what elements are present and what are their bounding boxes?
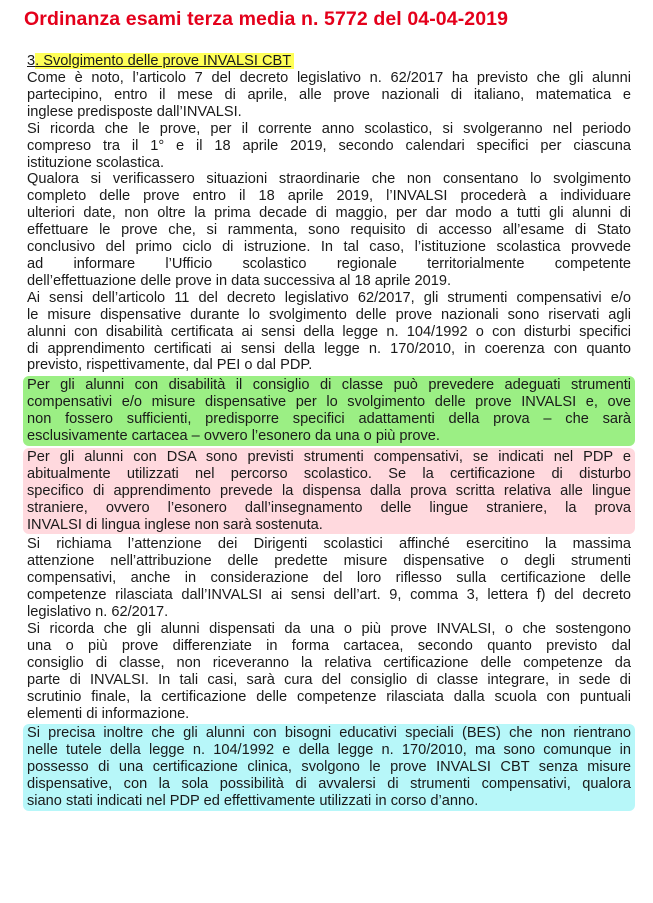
paragraph-line: siano stati indicati nel PDP ed effettivamente utilizzati in corso d’anno. bbox=[27, 793, 479, 810]
paragraph-line: nelle tutele della legge n. 104/1992 e della legge n. 170/2010, ma sono comunque in bbox=[27, 742, 631, 759]
paragraph-line: competenze rilasciata dall’INVALSI ai sensi dell’art. 9, comma 3, lettera f) del decreto bbox=[27, 587, 631, 604]
paragraph-line: Ai sensi dell’articolo 11 del decreto legislativo 62/2017, gli strumenti compensativi e/o bbox=[27, 289, 631, 306]
paragraph-line: conclusivo del primo ciclo di istruzione. In tal caso, l’istituzione scolastica provvede bbox=[27, 239, 631, 256]
paragraph bbox=[27, 621, 631, 722]
paragraph-line: di apprendimento certificati ai sensi della legge n. 170/2010, in coerenza con quanto bbox=[27, 340, 631, 357]
paragraph-line: elementi di informazione. bbox=[27, 705, 190, 722]
paragraph-line: INVALSI di lingua inglese non sarà sostenuta. bbox=[27, 516, 323, 533]
paragraph-line: abitualmente utilizzati nel percorso scolastico. Se la certificazione di disturbo bbox=[27, 465, 631, 482]
paragraph-line: specifico di apprendimento prevede la dispensa dalla prova scritta relativa alle lingue bbox=[27, 482, 631, 499]
paragraph-line: ad informare l’Ufficio scolastico regionale territorialmente competente bbox=[27, 255, 631, 272]
paragraph-line: compensativi e/o misure dispensative per lo svolgimento delle prove INVALSI e, ove bbox=[27, 394, 631, 411]
paragraph-line: una o più prove differenziate in forma cartacea, secondo quanto previsto dal bbox=[27, 637, 631, 654]
paragraph-line: Si precisa inoltre che gli alunni con bisogni educativi speciali (BES) che non rientrano bbox=[27, 725, 631, 742]
paragraph bbox=[27, 290, 631, 375]
paragraph-line: attenzione nell’attribuzione delle predette misure dispensative o degli strumenti bbox=[27, 553, 631, 570]
paragraph-line: straniere, ovvero l’esonero dall’insegnamento delle lingue straniere, la prova bbox=[27, 499, 631, 516]
document-body bbox=[27, 53, 631, 813]
highlighted-paragraph-pink bbox=[23, 448, 635, 535]
highlighted-paragraph-cyan bbox=[23, 724, 635, 811]
paragraph-line: esclusivamente cartacea – ovvero l’esonero da una o più prove. bbox=[27, 428, 440, 445]
paragraph-line: inglese predisposte dall’INVALSI. bbox=[27, 103, 242, 120]
highlighted-paragraph-green bbox=[23, 376, 635, 446]
paragraph-line: Qualora si verificassero situazioni straordinarie che non consentano lo svolgimento bbox=[27, 171, 631, 188]
paragraph-line: partecipino, entro il mese di aprile, alle prove nazionali di italiano, matematica e bbox=[27, 86, 631, 103]
paragraph-line: scrutinio finale, la certificazione delle competenze rilasciata dalla scuola con puntuali bbox=[27, 688, 631, 705]
paragraph-line: dell’effettuazione delle prove in data successiva al 18 aprile 2019. bbox=[27, 272, 452, 289]
section-heading bbox=[27, 53, 631, 70]
paragraph-line: Si ricorda che gli alunni dispensati da una o più prove INVALSI, o che sostengono bbox=[27, 621, 631, 637]
paragraph-line: compreso tra il 1° e il 18 aprile 2019, secondo calendari specifici per ciascuna bbox=[27, 137, 631, 154]
paragraph-line: non fossero sufficienti, predisporre specifici adattamenti della prova – che sarà bbox=[27, 411, 631, 428]
paragraph-line: ulteriori date, non oltre la prima decade di maggio, per dar modo a tutti gli alunni di bbox=[27, 205, 631, 222]
section-heading-text: . Svolgimento delle prove INVALSI CBT bbox=[35, 53, 294, 69]
paragraph-line: alunni con disabilità certificata ai sensi della legge n. 104/1992 o con disturbi specifici bbox=[27, 323, 631, 340]
paragraph-line: dispensative, con la sola possibilità di avvalersi di strumenti compensativi, qualora bbox=[27, 776, 631, 793]
paragraph bbox=[27, 121, 631, 172]
paragraph-line: le misure dispensative durante lo svolgimento delle prove nazionali sono riservati agli bbox=[27, 306, 631, 323]
paragraph-line: istituzione scolastica. bbox=[27, 154, 165, 171]
paragraph-line: effettuare le prove che, si rammenta, sono requisito di accesso all’esame di Stato bbox=[27, 222, 631, 239]
paragraph bbox=[27, 171, 631, 289]
paragraph bbox=[27, 70, 631, 121]
paragraph bbox=[27, 536, 631, 621]
paragraph-line: Si ricorda che le prove, per il corrente anno scolastico, si svolgeranno nel periodo bbox=[27, 120, 631, 137]
paragraphs bbox=[27, 70, 631, 811]
paragraph-line: completo delle prove entro il 18 aprile 2019, l’INVALSI procederà a individuare bbox=[27, 188, 631, 205]
paragraph-line: Si richiama l’attenzione dei Dirigenti scolastici affinché esercitino la massima bbox=[27, 536, 631, 553]
paragraph-line: parte di INVALSI. In tali casi, sarà cura del consiglio di classe integrare, in sede di bbox=[27, 671, 631, 688]
document-title: Ordinanza esami terza media n. 5772 del 04-04-2019 bbox=[24, 8, 509, 30]
paragraph-line: previsto, rispettivamente, dal PEI o dal PDP. bbox=[27, 357, 313, 374]
paragraph-line: Per gli alunni con DSA sono previsti strumenti compensativi, se indicati nel PDP e bbox=[27, 448, 631, 465]
section-number: 3 bbox=[27, 53, 36, 69]
paragraph-line: compensativi, anche in considerazione del loro riflesso sulla certificazione delle bbox=[27, 570, 631, 587]
paragraph-line: legislativo n. 62/2017. bbox=[27, 604, 169, 621]
paragraph-line: Come è noto, l’articolo 7 del decreto legislativo n. 62/2017 ha previsto che gli alunni bbox=[27, 70, 631, 86]
paragraph-line: consiglio di classe, non riceveranno la relativa certificazione delle competenze da bbox=[27, 654, 631, 671]
paragraph-line: Per gli alunni con disabilità il consiglio di classe può prevedere adeguati strumenti bbox=[27, 377, 631, 394]
paragraph-line: possesso di una certificazione clinica, svolgono le prove INVALSI CBT senza misure bbox=[27, 759, 631, 776]
